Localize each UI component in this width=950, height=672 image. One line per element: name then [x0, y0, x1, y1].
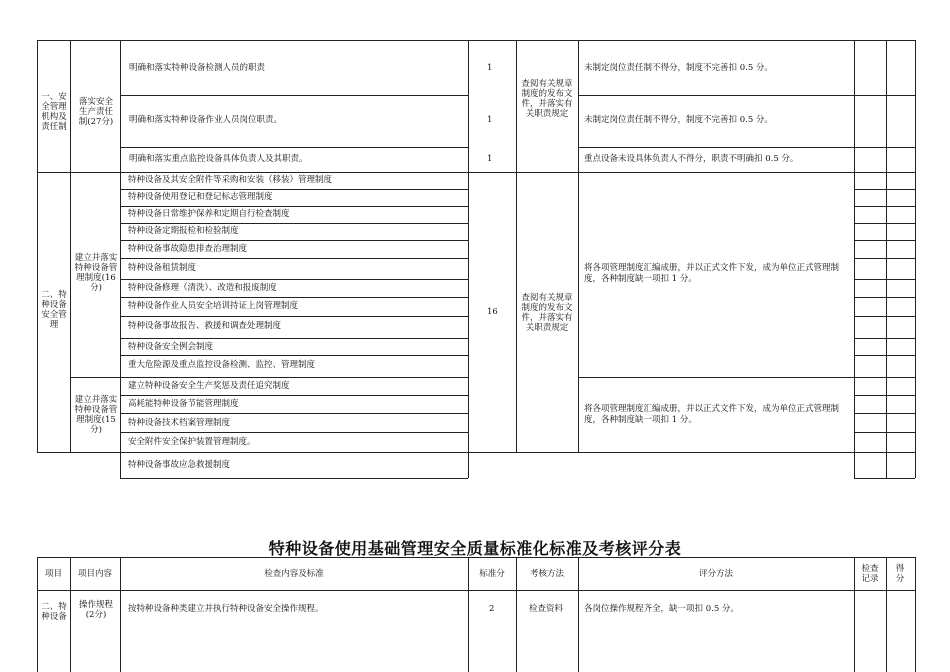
row-rule: 各岗位操作规程齐全，缺一项扣 0.5 分。: [584, 604, 739, 614]
sec1-row-1-content: 明确和落实特种设备检测人员的职责: [129, 63, 266, 73]
rule-line: [120, 478, 468, 479]
rule-line: [578, 40, 579, 452]
rule-line: [854, 557, 855, 672]
sec2-row-a-9: 特种设备事故报告、救援和调查处理制度: [128, 321, 282, 331]
sec1-row-1-rule: 未制定岗位责任制不得分，制度不完善扣 0.5 分。: [584, 63, 773, 73]
rule-line: [37, 452, 915, 453]
row-item: 二、特种设备: [41, 602, 67, 622]
rule-line: [120, 189, 468, 190]
sec2-row-a-4: 特种设备定期报检和检验制度: [128, 226, 239, 236]
header-content: 检查内容及标准: [264, 568, 324, 579]
rule-line: [915, 40, 916, 478]
sec2-row-a-6: 特种设备租赁制度: [128, 263, 197, 273]
rule-line: [854, 395, 915, 396]
section-2-sub-a: 建立并落实特种设备管理制度(16分): [74, 253, 118, 293]
row-score: 2: [489, 604, 495, 614]
sec1-row-3-content: 明确和落实重点监控设备具体负责人及其职责。: [129, 154, 308, 164]
sec1-row-1-score: 1: [487, 63, 493, 73]
rule-line: [37, 40, 38, 452]
rule-line: [468, 40, 469, 478]
rule-line: [578, 147, 915, 148]
sec2-row-a-3: 特种设备日常维护保养和定期自行检查制度: [128, 209, 290, 219]
row-method: 检查资料: [529, 604, 564, 614]
rule-line: [915, 557, 916, 672]
rule-line: [120, 355, 468, 356]
sec1-row-3-score: 1: [487, 154, 493, 164]
sec2-row-a-8: 特种设备作业人员安全培训持证上岗管理制度: [128, 301, 299, 311]
section-2-item: 二、特种设备安全管理: [41, 290, 67, 330]
rule-line: [854, 258, 915, 259]
sec2-row-a-2: 特种设备使用登记和登记标志管理制度: [128, 192, 273, 202]
sec2-row-a-11: 重大危险源及重点监控设备检测、监控、管理制度: [128, 360, 316, 370]
rule-line: [120, 258, 468, 259]
sec2-rule-a: 将各项管理制度汇编成册，并以正式文件下发，成为单位正式管理制度，各种制度缺一项扣 1 分。: [584, 263, 840, 284]
rule-line: [120, 338, 468, 339]
rule-line: [37, 172, 915, 173]
rule-line: [120, 316, 468, 317]
rule-line: [854, 316, 915, 317]
header-item: 项目: [44, 568, 62, 579]
rule-line: [854, 413, 915, 414]
rule-line: [854, 240, 915, 241]
rule-line: [120, 147, 468, 148]
section-2-sub-b: 建立并落实特种设备管理制度(15分): [74, 395, 118, 435]
sec2-row-b-2: 高耗能特种设备节能管理制度: [128, 399, 239, 409]
sec2-row-a-7: 特种设备修理（清洗）、改造和报废制度: [128, 283, 277, 293]
sec2-row-a-1: 特种设备及其安全附件等采购和安装（移装）管理制度: [128, 175, 333, 185]
header-rule: 评分方法: [698, 568, 733, 579]
row-content: 按特种设备种类建立并执行特种设备安全操作规程。: [128, 604, 324, 614]
row-sub: 操作规程(2分): [78, 600, 113, 620]
section-1-sub: 落实安全生产责任制(27分): [78, 97, 114, 127]
sec2-score: 16: [487, 307, 498, 317]
rule-line: [120, 223, 468, 224]
rule-line: [854, 432, 915, 433]
sec2-row-b-1: 建立特种设备安全生产奖惩及责任追究制度: [128, 381, 290, 391]
rule-line: [37, 40, 915, 41]
sec2-row-a-10: 特种设备安全例会制度: [128, 342, 214, 352]
sec2-extra-row: 特种设备事故应急救援制度: [128, 460, 231, 470]
rule-line: [886, 557, 887, 672]
page-title: 特种设备使用基础管理安全质量标准化标准及考核评分表: [268, 539, 682, 558]
rule-line: [120, 240, 468, 241]
header-method: 考核方法: [529, 568, 564, 579]
sec2-row-b-4: 安全附件安全保护装置管理制度。: [128, 437, 256, 447]
rule-line: [37, 590, 915, 591]
sec1-row-2-content: 明确和落实特种设备作业人员岗位职责。: [129, 115, 283, 125]
rule-line: [854, 478, 915, 479]
rule-line: [854, 189, 915, 190]
rule-line: [854, 40, 855, 478]
rule-line: [120, 395, 468, 396]
rule-line: [886, 40, 887, 478]
sec1-row-2-score: 1: [487, 115, 493, 125]
rule-line: [120, 206, 468, 207]
section-1-item: 一、安全管理机构及责任制: [41, 92, 67, 132]
rule-line: [120, 432, 468, 433]
sec1-row-2-rule: 未制定岗位责任制不得分，制度不完善扣 0.5 分。: [584, 115, 773, 125]
header-sub: 项目内容: [78, 569, 113, 579]
rule-line: [120, 95, 468, 96]
rule-line: [70, 557, 71, 672]
rule-line: [854, 279, 915, 280]
rule-line: [120, 413, 468, 414]
rule-line: [854, 206, 915, 207]
sec2-row-b-3: 特种设备技术档案管理制度: [128, 418, 231, 428]
rule-line: [120, 279, 468, 280]
sec1-row-3-rule: 重点设备未设具体负责人不得分，职责不明确扣 0.5 分。: [584, 154, 799, 164]
rule-line: [70, 40, 71, 452]
sec1-method: 查阅有关规章制度的发布文件，并落实有关职责规定: [521, 79, 573, 119]
rule-line: [70, 377, 468, 378]
rule-line: [516, 40, 517, 452]
rule-line: [854, 223, 915, 224]
header-record: 检查记录: [861, 564, 879, 584]
rule-line: [854, 297, 915, 298]
rule-line: [120, 297, 468, 298]
rule-line: [854, 355, 915, 356]
rule-line: [854, 338, 915, 339]
sec2-row-a-5: 特种设备事故隐患排查治理制度: [128, 244, 248, 254]
rule-line: [578, 377, 915, 378]
sec2-method: 查阅有关规章制度的发布文件，并落实有关职责规定: [521, 293, 573, 333]
header-score: 标准分: [479, 568, 505, 579]
rule-line: [578, 95, 915, 96]
rule-line: [120, 40, 121, 478]
sec2-rule-b: 将各项管理制度汇编成册，并以正式文件下发，成为单位正式管理制度，各种制度缺一项扣 1 分。: [584, 404, 840, 425]
header-got: 得分: [895, 564, 905, 584]
